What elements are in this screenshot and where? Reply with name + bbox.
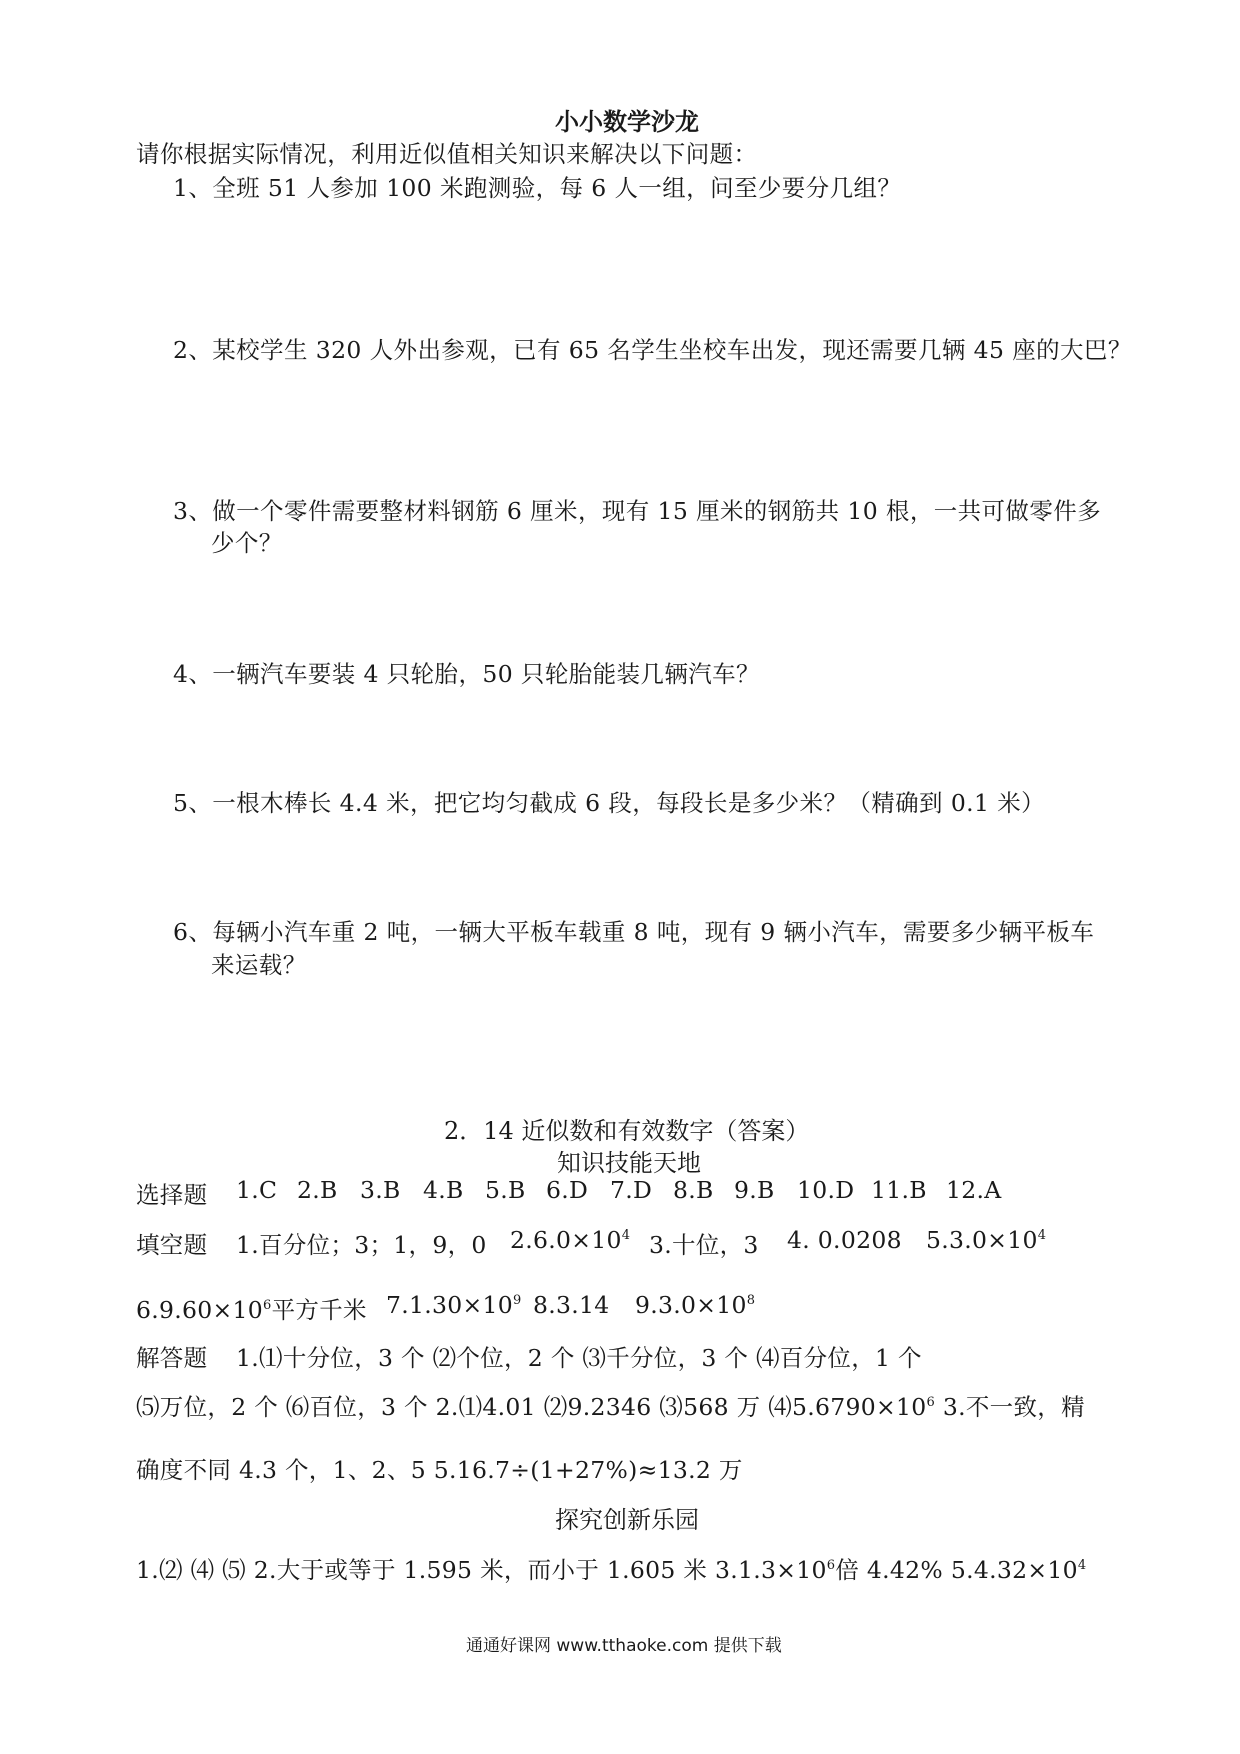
explore-answers: 1.⑵ ⑷ ⑸ 2.大于或等于 1.595 米，而小于 1.605 米 $3.1.3\times 10^6$倍 4.42% $5.4.32\times 10^4$ bbox=[136, 1556, 1087, 1584]
choice-answer-12: 12.A bbox=[946, 1176, 1002, 1204]
choice-answer-2: 2.B bbox=[297, 1176, 338, 1204]
fill-answer-1: 1.百分位；3；1，9，0 bbox=[236, 1231, 487, 1259]
answers-heading: 2．14 近似数和有效数字（答案） bbox=[444, 1117, 810, 1145]
fill-label: 填空题 bbox=[136, 1231, 208, 1259]
solve-label: 解答题 bbox=[136, 1344, 208, 1372]
fill-answer-4: 4. 0.0208 bbox=[787, 1226, 902, 1254]
question-6: 6、每辆小汽车重 2 吨，一辆大平板车载重 8 吨，现有 9 辆小汽车，需要多少辆平板车 bbox=[173, 918, 1095, 946]
choice-answer-4: 4.B bbox=[423, 1176, 464, 1204]
footer-credit: 通通好课网 www.tthaoke.com 提供下载 bbox=[466, 1636, 782, 1656]
solve-answers-line-1: 1.⑴十分位，3 个 ⑵个位，2 个 ⑶千分位，3 个 ⑷百分位，1 个 bbox=[236, 1344, 922, 1372]
question-6-cont: 来运载？ bbox=[211, 951, 307, 979]
choice-answer-11: 11.B bbox=[871, 1176, 927, 1204]
question-3: 3、做一个零件需要整材料钢筋 6 厘米，现有 15 厘米的钢筋共 10 根，一共可做零件多 bbox=[173, 497, 1102, 525]
explore-heading: 探究创新乐园 bbox=[555, 1506, 699, 1534]
fill-answer-8: 8.3.14 bbox=[533, 1291, 610, 1319]
answers-subheading: 知识技能天地 bbox=[557, 1149, 701, 1177]
intro-text: 请你根据实际情况，利用近似值相关知识来解决以下问题： bbox=[136, 140, 758, 168]
fill-answer-6: $6.9.60\times 10^6$平方千米 bbox=[136, 1296, 367, 1324]
fill-answer-5: $5.3.0\times 10^4$ bbox=[926, 1226, 1047, 1254]
choice-answer-3: 3.B bbox=[360, 1176, 401, 1204]
choice-answer-10: 10.D bbox=[797, 1176, 855, 1204]
choice-answer-5: 5.B bbox=[485, 1176, 526, 1204]
fill-answer-3: 3.十位，3 bbox=[649, 1231, 759, 1259]
question-4: 4、一辆汽车要装 4 只轮胎，50 只轮胎能装几辆汽车？ bbox=[173, 660, 760, 688]
choice-answer-8: 8.B bbox=[673, 1176, 714, 1204]
solve-answers-line-2: ⑸万位，2 个 ⑹百位，3 个 2.⑴4.01 ⑵9.2346 ⑶568 万 $⑷5.6790\times 10^6$ 3.不一致，精 bbox=[136, 1393, 1085, 1421]
page-title: 小小数学沙龙 bbox=[555, 107, 699, 136]
question-1: 1、全班 51 人参加 100 米跑测验，每 6 人一组，问至少要分几组？ bbox=[173, 174, 902, 202]
question-5: 5、一根木棒长 4.4 米，把它均匀截成 6 段，每段长是多少米？（精确到 0.1 米） bbox=[173, 789, 1046, 817]
question-3-cont: 少个？ bbox=[211, 529, 283, 557]
choice-answer-6: 6.D bbox=[546, 1176, 589, 1204]
fill-answer-2: $2.6.0\times 10^4$ bbox=[510, 1226, 631, 1254]
question-2: 2、某校学生 320 人外出参观，已有 65 名学生坐校车出发，现还需要几辆 45 座的大巴？ bbox=[173, 336, 1132, 364]
choice-answer-1: 1.C bbox=[236, 1176, 278, 1204]
choice-label: 选择题 bbox=[136, 1181, 208, 1209]
solve-answers-line-3: 确度不同 4.3 个，1、2、5 5.16.7÷(1+27%)≈13.2 万 bbox=[136, 1456, 743, 1484]
fill-answer-7: $7.1.30\times 10^9$ bbox=[386, 1291, 522, 1319]
fill-answer-9: $9.3.0\times 10^8$ bbox=[635, 1291, 756, 1319]
choice-answer-9: 9.B bbox=[734, 1176, 775, 1204]
choice-answer-7: 7.D bbox=[610, 1176, 653, 1204]
